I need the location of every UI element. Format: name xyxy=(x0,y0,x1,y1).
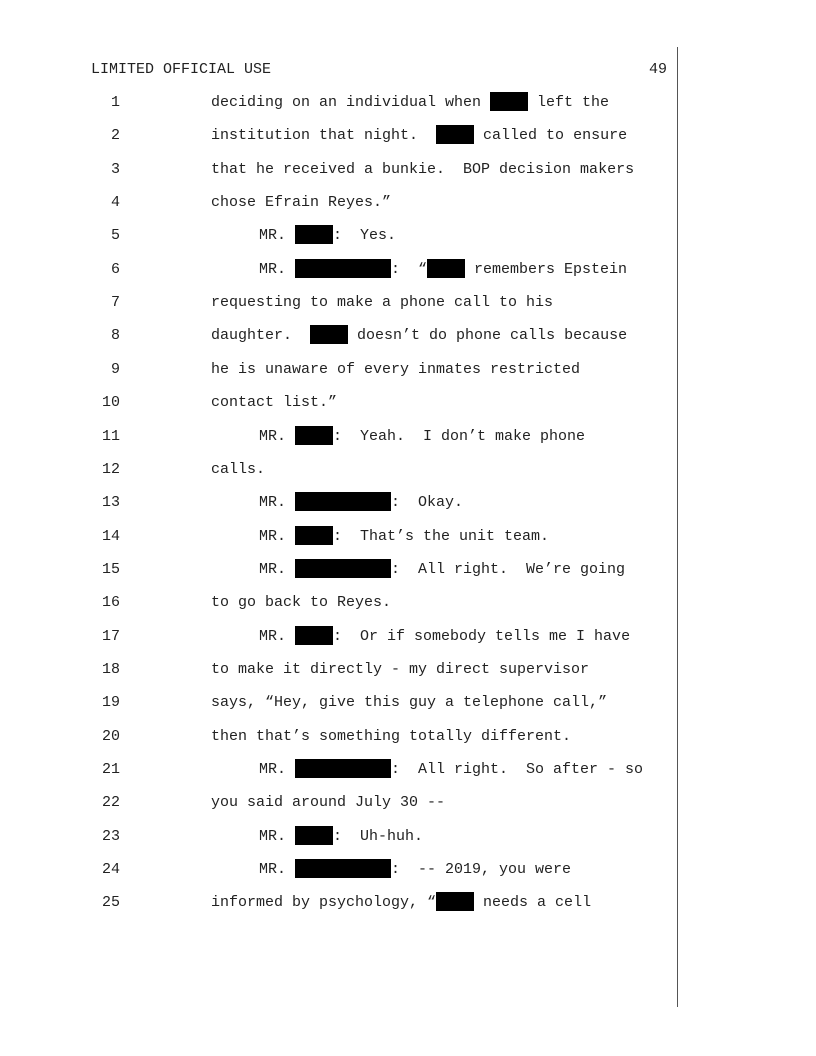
text-segment: contact list.” xyxy=(211,394,338,412)
text-segment: remembers Epstein xyxy=(465,260,628,278)
text-segment: MR. xyxy=(259,761,296,778)
text-segment: : Yeah. I don’t make phone xyxy=(333,427,586,445)
transcript-line xyxy=(0,759,816,781)
line-text xyxy=(211,659,589,681)
transcript-line xyxy=(0,592,816,614)
line-number: 4 xyxy=(110,194,120,212)
line-text xyxy=(259,492,463,514)
redaction-box xyxy=(436,125,474,144)
line-number: 18 xyxy=(101,660,120,678)
line-text xyxy=(211,792,445,814)
text-segment: : “ xyxy=(391,260,428,278)
line-number: 10 xyxy=(101,394,120,412)
classification-header: LIMITED OFFICIAL USE xyxy=(91,61,272,78)
redaction-box xyxy=(427,259,465,278)
transcript-line xyxy=(0,826,816,848)
line-text xyxy=(211,892,591,914)
transcript-line xyxy=(0,225,816,247)
redaction-box xyxy=(295,759,391,778)
text-segment: MR. xyxy=(259,827,296,845)
text-segment: daughter. xyxy=(211,327,311,345)
transcript-line xyxy=(0,92,816,114)
transcript-line xyxy=(0,159,816,181)
redaction-box xyxy=(295,426,333,445)
text-segment: says, “Hey, give this guy a telephone call,” xyxy=(211,694,608,712)
line-number: 7 xyxy=(110,294,120,312)
line-number: 19 xyxy=(101,694,120,712)
line-text xyxy=(211,459,265,481)
text-segment: chose Efrain Reyes.” xyxy=(211,194,392,212)
line-number: 14 xyxy=(101,527,120,545)
transcript-line xyxy=(0,692,816,714)
transcript-line xyxy=(0,125,816,147)
line-number: 12 xyxy=(101,460,120,478)
text-segment: institution that night. xyxy=(211,127,437,145)
text-segment: he is unaware of every inmates restricted xyxy=(211,360,581,378)
redaction-box xyxy=(490,92,528,111)
line-text xyxy=(259,526,549,548)
redaction-box xyxy=(295,526,333,545)
transcript-line xyxy=(0,292,816,314)
text-segment: MR. xyxy=(259,527,296,545)
line-number: 17 xyxy=(101,627,120,645)
line-text xyxy=(259,259,627,281)
text-segment: MR. xyxy=(259,427,296,445)
text-segment: : All right. We’re going xyxy=(391,560,626,578)
transcript-line xyxy=(0,892,816,914)
line-text xyxy=(211,292,553,314)
transcript-line xyxy=(0,492,816,514)
line-number: 2 xyxy=(110,127,120,145)
text-segment: to go back to Reyes. xyxy=(211,594,392,612)
text-segment: MR. xyxy=(259,627,296,645)
text-segment: doesn’t do phone calls because xyxy=(348,327,628,345)
line-number: 25 xyxy=(101,894,120,912)
page-number: 49 xyxy=(648,61,667,78)
line-number: 23 xyxy=(101,827,120,845)
text-segment: you said around July 30 -- xyxy=(211,794,446,812)
text-segment: informed by psychology, “ xyxy=(211,894,437,912)
line-number: 21 xyxy=(101,761,120,778)
transcript-line xyxy=(0,659,816,681)
redaction-box xyxy=(295,492,391,511)
text-segment: MR. xyxy=(259,260,296,278)
transcript-line xyxy=(0,792,816,814)
text-segment: needs a cell xyxy=(474,894,592,912)
line-text xyxy=(211,92,609,114)
redaction-box xyxy=(295,225,333,244)
line-text xyxy=(211,392,337,414)
line-number: 8 xyxy=(110,327,120,345)
redaction-box xyxy=(295,259,391,278)
text-segment: left the xyxy=(528,94,610,111)
line-text xyxy=(259,759,643,781)
transcript-line xyxy=(0,325,816,347)
line-text xyxy=(211,192,391,214)
redaction-box xyxy=(295,626,333,645)
text-segment: MR. xyxy=(259,560,296,578)
transcript-line xyxy=(0,426,816,448)
text-segment: deciding on an individual when xyxy=(211,94,491,111)
redaction-box xyxy=(436,892,474,911)
line-number: 1 xyxy=(110,94,120,111)
text-segment: MR. xyxy=(259,861,296,879)
redaction-box xyxy=(295,859,391,878)
line-text xyxy=(211,125,627,147)
redaction-box xyxy=(295,826,333,845)
line-number: 13 xyxy=(101,494,120,512)
text-segment: called to ensure xyxy=(474,127,628,145)
line-text xyxy=(259,426,585,448)
line-text xyxy=(211,159,634,181)
text-segment: : -- 2019, you were xyxy=(391,861,572,879)
transcript-line xyxy=(0,359,816,381)
line-text xyxy=(211,592,391,614)
text-segment: to make it directly - my direct supervisor xyxy=(211,660,590,678)
line-text xyxy=(211,692,607,714)
line-text xyxy=(259,859,571,881)
transcript-line xyxy=(0,392,816,414)
transcript-line xyxy=(0,859,816,881)
line-text xyxy=(259,559,625,581)
text-segment: : Uh-huh. xyxy=(333,827,424,845)
text-segment: then that’s something totally different. xyxy=(211,727,572,745)
line-text xyxy=(211,325,627,347)
text-segment: calls. xyxy=(211,460,266,478)
line-number: 24 xyxy=(101,861,120,879)
transcript-line xyxy=(0,726,816,748)
text-segment: : That’s the unit team. xyxy=(333,527,550,545)
line-number: 22 xyxy=(101,794,120,812)
line-number: 16 xyxy=(101,594,120,612)
line-text xyxy=(259,225,396,247)
line-number: 15 xyxy=(101,560,120,578)
transcript-line xyxy=(0,559,816,581)
transcript-line xyxy=(0,459,816,481)
text-segment: that he received a bunkie. BOP decision makers xyxy=(211,160,635,178)
transcript-line xyxy=(0,526,816,548)
text-segment: : Or if somebody tells me I have xyxy=(333,627,631,645)
transcript-line xyxy=(0,626,816,648)
transcript-line xyxy=(0,192,816,214)
line-number: 3 xyxy=(110,160,120,178)
redaction-box xyxy=(295,559,391,578)
text-segment: : Okay. xyxy=(391,494,464,512)
line-number: 9 xyxy=(110,360,120,378)
line-number: 11 xyxy=(101,427,120,445)
line-number: 5 xyxy=(110,227,120,245)
transcript-line xyxy=(0,259,816,281)
redaction-box xyxy=(310,325,348,344)
text-segment: MR. xyxy=(259,494,296,512)
text-segment: requesting to make a phone call to his xyxy=(211,294,554,312)
line-number: 20 xyxy=(101,727,120,745)
text-segment: : All right. So after - so xyxy=(391,761,644,778)
text-segment: MR. xyxy=(259,227,296,245)
line-text xyxy=(259,626,630,648)
text-segment: : Yes. xyxy=(333,227,397,245)
line-text xyxy=(259,826,423,848)
line-number: 6 xyxy=(110,260,120,278)
line-text xyxy=(211,726,571,748)
line-text xyxy=(211,359,580,381)
